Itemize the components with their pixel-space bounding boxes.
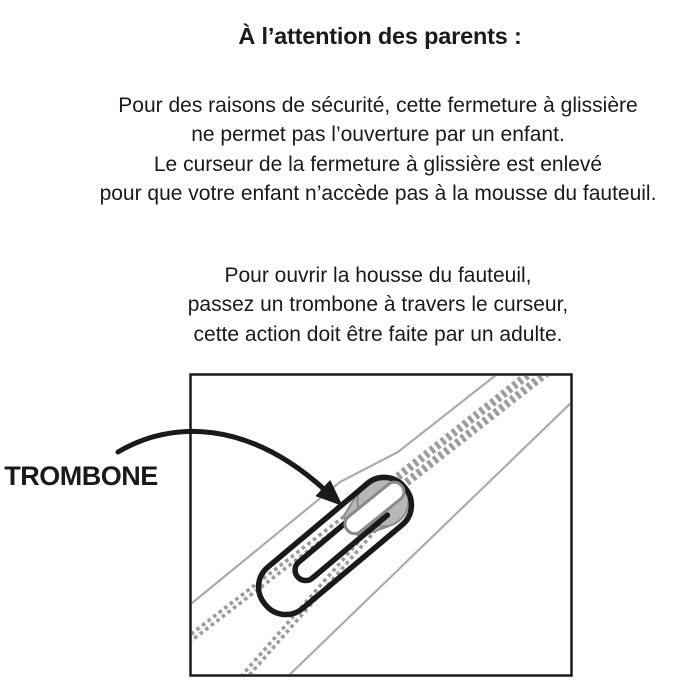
safety-line-4: pour que votre enfant n’accède pas à la mousse du fauteuil. bbox=[99, 181, 657, 205]
safety-line-3: Le curseur de la fermeture à glissière est enlevé bbox=[153, 152, 603, 176]
safety-line-2: ne permet pas l’ouverture par un enfant. bbox=[191, 123, 565, 147]
instruction-line-2: passez un trombone à travers le curseur, bbox=[187, 293, 569, 317]
safety-line-1: Pour des raisons de sécurité, cette fermeture à glissière bbox=[118, 94, 638, 117]
page-title: À l’attention des parents : bbox=[238, 23, 522, 49]
instruction-line-3: cette action doit être faite par un adulte. bbox=[193, 322, 563, 346]
instruction-line-1: Pour ouvrir la housse du fauteuil, bbox=[224, 264, 532, 287]
trombone-label: TROMBONE bbox=[4, 461, 158, 491]
